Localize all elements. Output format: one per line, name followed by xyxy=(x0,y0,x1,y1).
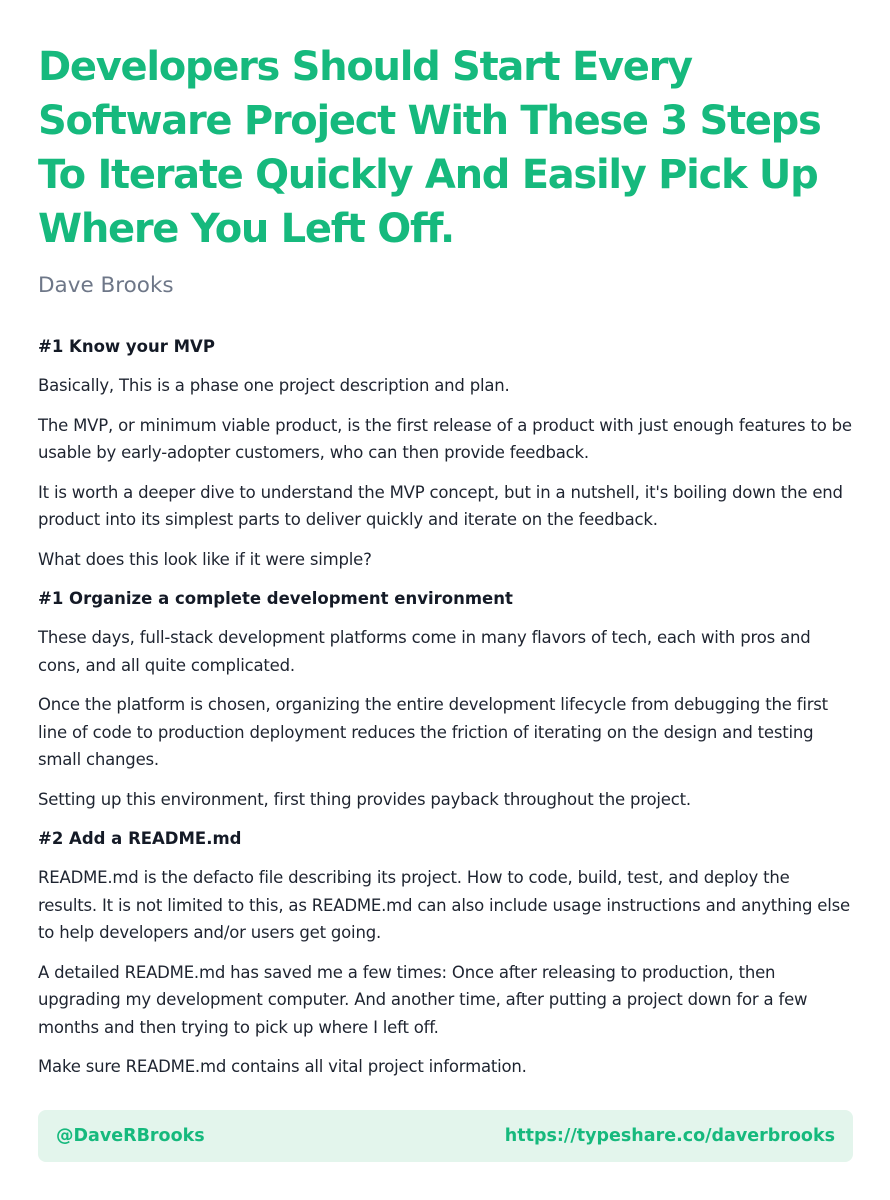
section-know-your-mvp xyxy=(38,333,853,573)
section-dev-environment xyxy=(38,585,853,813)
paragraph: These days, full-stack development platforms come in many flavors of tech, each with pros and cons, and all quite complicated. xyxy=(38,628,811,675)
section-readme xyxy=(38,825,853,1081)
article xyxy=(38,40,853,1093)
paragraph: Basically, This is a phase one project description and plan. xyxy=(38,376,510,395)
paragraph: README.md is the defacto file describing its project. How to code, build, test, and deploy the results. It is not limited to this, as README.md can also include usage instructions and anything else to help developers and/or users get going. xyxy=(38,868,850,942)
paragraph: Once the platform is chosen, organizing the entire development lifecycle from debugging the first line of code to production deployment reduces the friction of iterating on the design and testing small changes. xyxy=(38,695,828,769)
paragraph: What does this look like if it were simple? xyxy=(38,549,372,569)
twitter-handle-link[interactable]: @DaveRBrooks xyxy=(56,1126,205,1146)
paragraph: Setting up this environment, first thing provides payback throughout the project. xyxy=(38,789,691,809)
section-heading: #1 Organize a complete development environment xyxy=(38,589,513,608)
section-heading: #2 Add a README.md xyxy=(38,829,242,848)
section-heading: #1 Know your MVP xyxy=(38,337,215,356)
author-name: Dave Brooks xyxy=(38,273,174,298)
paragraph: The MVP, or minimum viable product, is the first release of a product with just enough features to be usable by early-adopter customers, who can then provide feedback. xyxy=(38,415,852,462)
article-title: Developers Should Start Every Software Project With These 3 Steps To Iterate Quickly And Easily Pick Up Where You Left Off. xyxy=(38,44,821,252)
paragraph: A detailed README.md has saved me a few times: Once after releasing to production, then upgrading my development computer. And another time, after putting a project down for a few months and then trying to pick up where I left off. xyxy=(38,962,808,1037)
paragraph: Make sure README.md contains all vital project information. xyxy=(38,1057,527,1076)
footer-bar xyxy=(38,1110,853,1162)
typeshare-url-link[interactable]: https://typeshare.co/daverbrooks xyxy=(504,1126,835,1146)
paragraph: It is worth a deeper dive to understand the MVP concept, but in a nutshell, it's boiling down the end product into its simplest parts to deliver quickly and iterate on the feedback. xyxy=(38,482,843,529)
article-body xyxy=(38,333,853,1081)
